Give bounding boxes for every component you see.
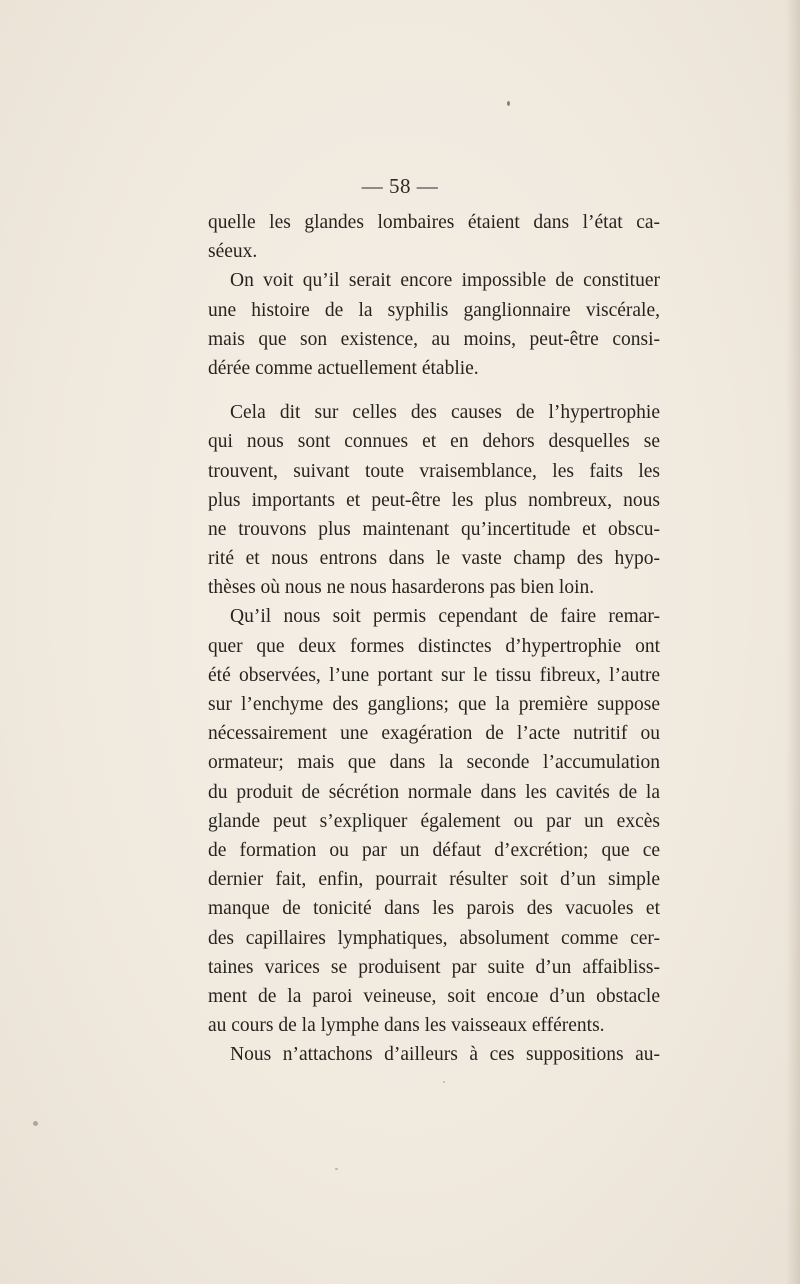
text-line: été observées, l’une portant sur le tissu fibreux, l’autre [208, 664, 660, 686]
text-line: manque de tonicité dans les parois des vacuoles et [208, 898, 660, 920]
text-line: quer que deux formes distinctes d’hypertrophie ont [208, 635, 660, 657]
text-line: dernier fait, enfin, pourrait résulter soit d’un simple [208, 869, 660, 891]
text-line: séeux. [208, 241, 258, 263]
text-line: qui nous sont connues et en dehors desquelles se [208, 431, 660, 453]
text-line: plus importants et peut-être les plus nombreux, nous [208, 489, 660, 511]
text-line: quelle les glandes lombaires étaient dans l’état ca- [208, 212, 660, 233]
text-line: Qu’il nous soit permis cependant de faire remar- [230, 606, 660, 628]
text-line: glande peut s’expliquer également ou par un excès [208, 810, 660, 832]
paper-speck [443, 1081, 445, 1083]
text-line: une histoire de la syphilis ganglionnaire viscérale, [208, 299, 660, 321]
text-line: trouvent, suivant toute vraisemblance, les faits les [208, 460, 660, 482]
text-line: taines varices se produisent par suite d’un affaibliss- [208, 956, 660, 978]
page-number: — 58 — [361, 174, 439, 198]
text-line: dérée comme actuellement établie. [208, 357, 479, 379]
body-text [208, 208, 660, 1069]
text-line: ment de la paroi veineuse, soit encoɹe d’un obstacle [208, 985, 660, 1007]
text-line: ne trouvons plus maintenant qu’incertitude et obscu- [208, 518, 660, 540]
paper-speck [507, 101, 510, 106]
paper-speck [33, 1121, 38, 1126]
text-line: des capillaires lymphatiques, absolument comme cer- [208, 927, 660, 949]
text-line: Cela dit sur celles des causes de l’hypertrophie [230, 402, 660, 424]
text-line: au cours de la lymphe dans les vaisseaux efférents. [208, 1015, 605, 1037]
text-line: Nous n’attachons d’ailleurs à ces suppositions au- [230, 1044, 660, 1066]
paragraph-gap [208, 383, 660, 398]
text-line: On voit qu’il serait encore impossible de constituer [230, 270, 660, 292]
text-line: mais que son existence, au moins, peut-être consi- [208, 328, 660, 350]
text-line: nécessairement une exagération de l’acte nutritif ou [208, 723, 660, 745]
text-line: du produit de sécrétion normale dans les cavités de la [208, 781, 660, 803]
text-line: de formation ou par un défaut d’excrétion; que ce [208, 839, 660, 861]
text-line: sur l’enchyme des ganglions; que la première suppose [208, 694, 660, 715]
paper-speck [335, 1168, 338, 1170]
text-line: ormateur; mais que dans la seconde l’accumulation [208, 752, 660, 774]
text-line: thèses où nous ne nous hasarderons pas bien loin. [208, 577, 595, 599]
text-line: rité et nous entrons dans le vaste champ des hypo- [208, 548, 660, 570]
